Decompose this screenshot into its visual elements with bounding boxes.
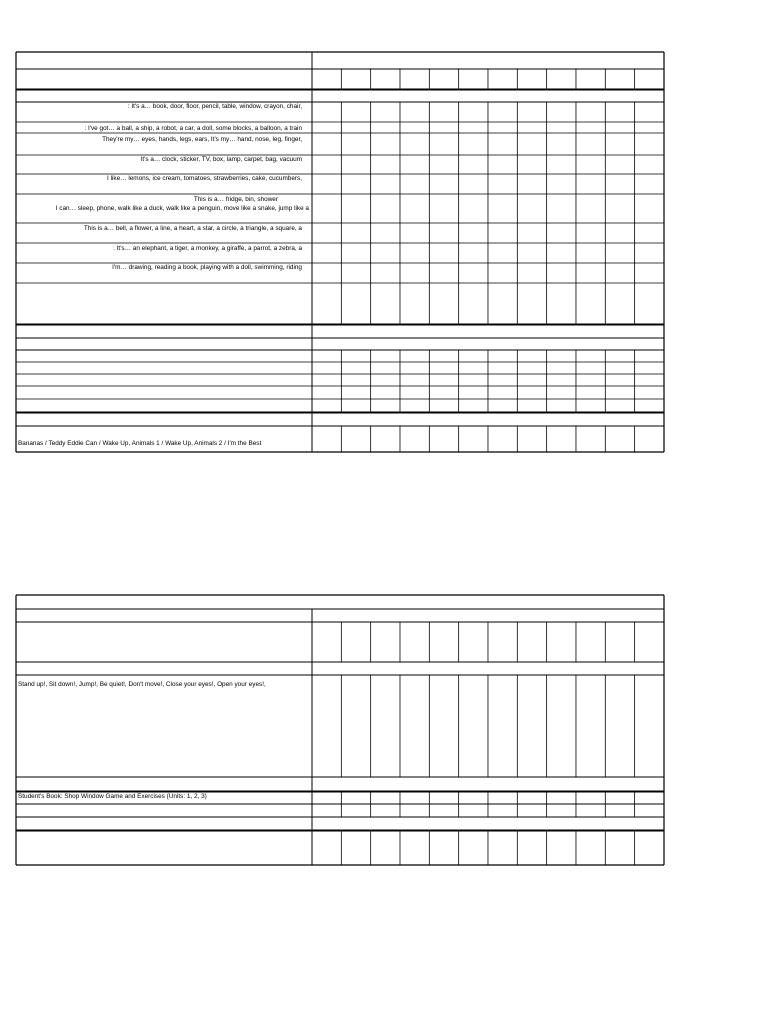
- top-table-grid: [16, 52, 664, 452]
- bottom-assessment-table: [16, 595, 664, 865]
- vocabulary-row-4: It's a… clock, sticker, TV, box, lamp, carpet, bag, vacuum: [140, 156, 302, 163]
- student-book-row: Student's Book: Shop Window Game and Exercises (Units: 1, 2, 3): [18, 793, 207, 800]
- commands-row: Stand up!, Sit down!, Jump!, Be quiet!, Don't move!, Close your eyes!, Open your eyes!,: [18, 681, 266, 688]
- vocabulary-row-3: They're my… eyes, hands, legs, ears, It's my… hand, nose, leg, finger,: [102, 136, 302, 143]
- songs-row: Bananas / Teddy Eddie Can / Wake Up, Animals 1 / Wake Up, Animals 2 / I'm the Best: [18, 440, 262, 447]
- vocabulary-row-5: I like… lemons, ice cream, tomatoes, strawberries, cake, cucumbers,: [107, 175, 302, 182]
- vocabulary-row-9: I'm… drawing, reading a book, playing with a doll, swimming, riding: [112, 264, 302, 271]
- vocabulary-row-1: : It's a… book, door, floor, pencil, table, window, crayon, chair,: [127, 103, 302, 110]
- vocabulary-row-6a: This is a… fridge, bin, shower: [193, 196, 278, 203]
- vocabulary-row-2: : I've got… a ball, a ship, a robot, a car, a doll, some blocks, a balloon, a train: [84, 125, 302, 132]
- bottom-table-grid: [16, 595, 664, 865]
- vocabulary-row-6b: I can… sleep, phone, walk like a duck, walk like a penguin, move like a snake, jump like a: [55, 205, 309, 212]
- vocabulary-row-7: This is a… bell, a flower, a line, a heart, a star, a circle, a triangle, a square, a: [83, 225, 302, 232]
- vocabulary-row-8: : It's… an elephant, a tiger, a monkey, a giraffe, a parrot, a zebra, a: [113, 245, 302, 252]
- top-assessment-table: [16, 52, 664, 452]
